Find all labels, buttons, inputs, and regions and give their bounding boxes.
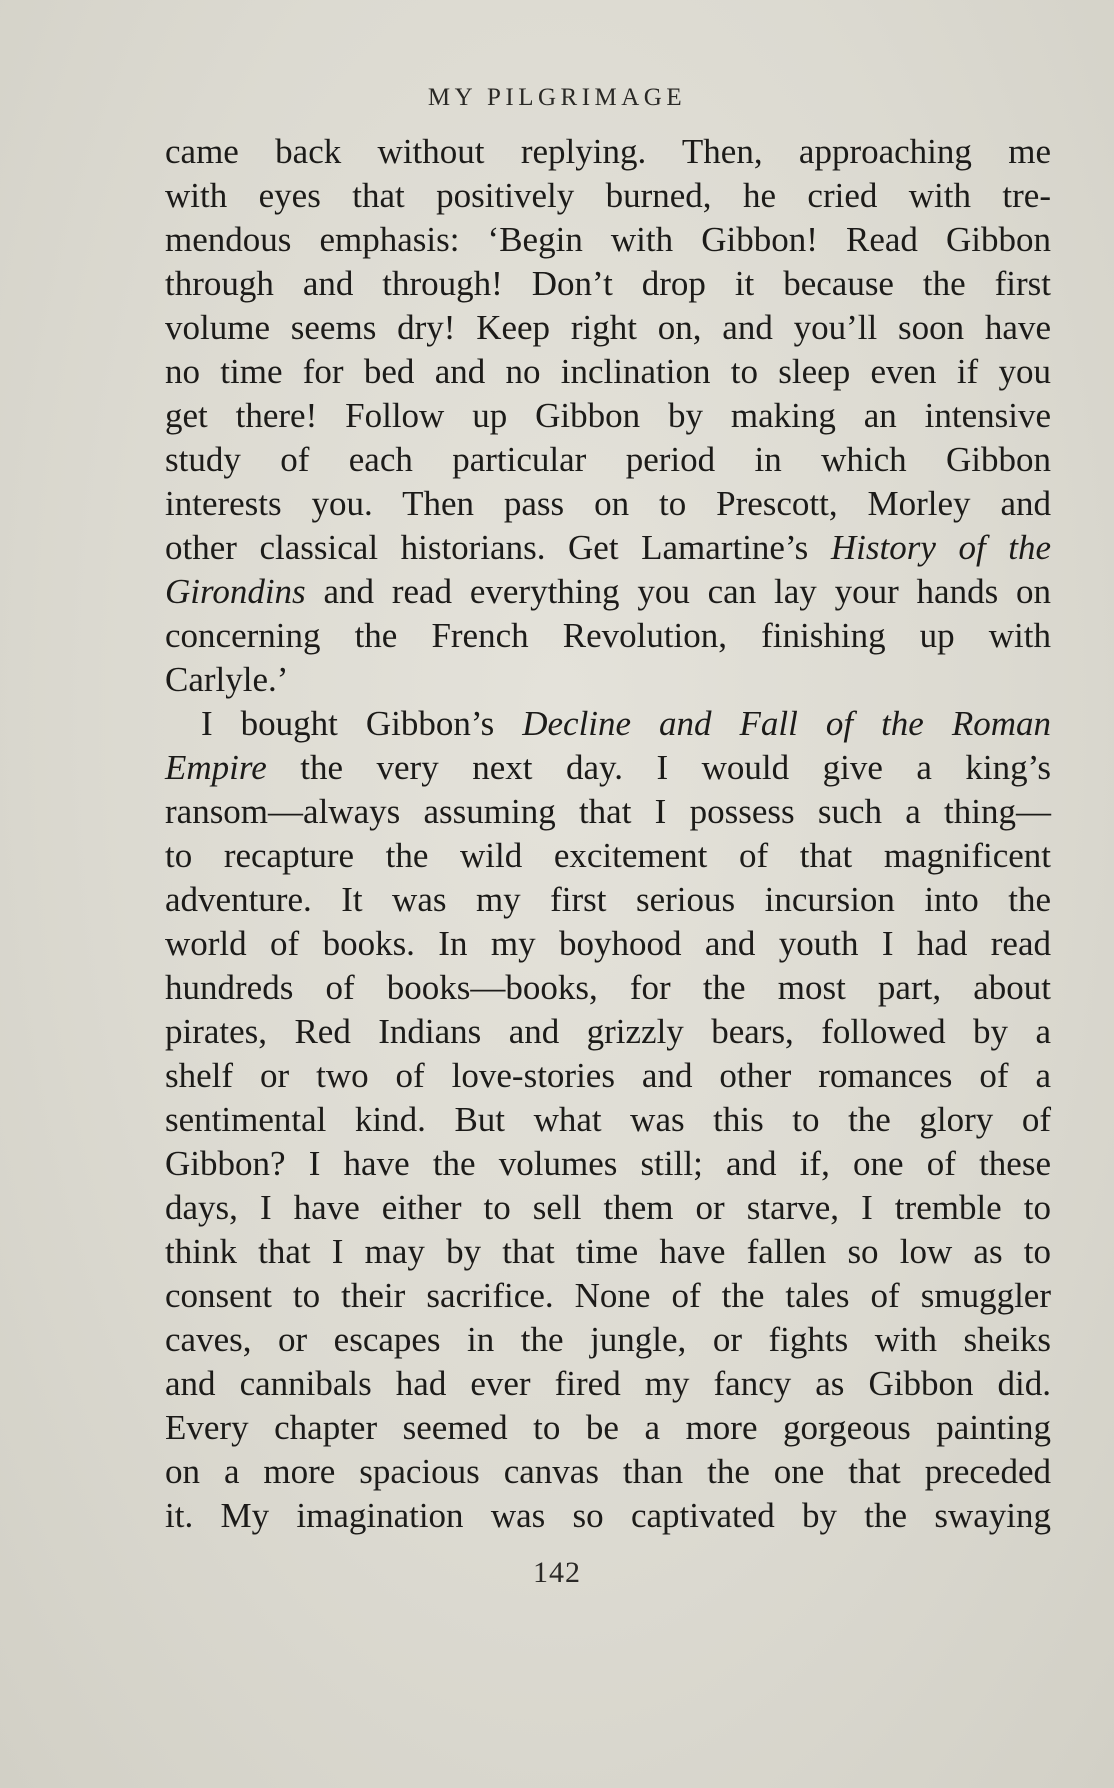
text-line: get there! Follow up Gibbon by making an intensive: [165, 396, 1051, 435]
italic-title: Girondins: [165, 572, 306, 611]
italic-title: Decline and Fall of the Roman: [522, 704, 1051, 743]
text-line: study of each particular period in which Gibbon: [165, 440, 1051, 479]
text-line: other classical historians. Get Lamartine’s History of the: [165, 528, 1052, 567]
text-line: Empire the very next day. I would give a king’s: [165, 748, 1051, 787]
italic-title: History of the: [830, 528, 1052, 567]
text-line: concerning the French Revolution, finishing up with: [165, 616, 1051, 655]
text-line: it. My imagination was so captivated by the swaying: [165, 1496, 1051, 1535]
text-line: sentimental kind. But what was this to the glory of: [165, 1100, 1051, 1139]
text-line: Gibbon? I have the volumes still; and if, one of these: [165, 1144, 1051, 1183]
text-line: interests you. Then pass on to Prescott, Morley and: [165, 484, 1051, 523]
text-line: Every chapter seemed to be a more gorgeous painting: [165, 1408, 1051, 1447]
text-line: days, I have either to sell them or starve, I tremble to: [165, 1188, 1051, 1227]
body-text: [165, 130, 1051, 1538]
italic-title: Empire: [165, 748, 267, 787]
text-line: came back without replying. Then, approaching me: [165, 132, 1051, 171]
text-line: on a more spacious canvas than the one that preceded: [165, 1452, 1051, 1491]
text-line: with eyes that positively burned, he cried with tre-: [165, 176, 1051, 215]
running-head: MY PILGRIMAGE: [427, 84, 687, 111]
text-line: and cannibals had ever fired my fancy as Gibbon did.: [165, 1364, 1051, 1403]
page-number: 142: [533, 1556, 581, 1589]
text-line: pirates, Red Indians and grizzly bears, followed by a: [165, 1012, 1051, 1051]
text-line: shelf or two of love-stories and other romances of a: [165, 1056, 1051, 1095]
text-line: Girondins and read everything you can lay your hands on: [165, 572, 1051, 611]
text-line: consent to their sacrifice. None of the tales of smuggler: [165, 1276, 1051, 1315]
text-line: hundreds of books—books, for the most part, about: [165, 968, 1051, 1007]
text-line: adventure. It was my first serious incursion into the: [165, 880, 1051, 919]
text-line: ransom—always assuming that I possess such a thing—: [165, 792, 1051, 831]
text-line: Carlyle.’: [165, 660, 289, 699]
text-line: through and through! Don’t drop it because the first: [165, 264, 1051, 303]
text-line: caves, or escapes in the jungle, or fights with sheiks: [165, 1320, 1051, 1359]
text-line: world of books. In my boyhood and youth I had read: [165, 924, 1051, 963]
text-line: mendous emphasis: ‘Begin with Gibbon! Read Gibbon: [165, 220, 1051, 259]
text-line: to recapture the wild excitement of that magnificent: [165, 836, 1051, 875]
text-line: volume seems dry! Keep right on, and you’ll soon have: [165, 308, 1051, 347]
text-line: no time for bed and no inclination to sleep even if you: [165, 352, 1051, 391]
text-line: think that I may by that time have fallen so low as to: [165, 1232, 1051, 1271]
text-line-paragraph-start: I bought Gibbon’s Decline and Fall of the Roman: [201, 704, 1051, 743]
